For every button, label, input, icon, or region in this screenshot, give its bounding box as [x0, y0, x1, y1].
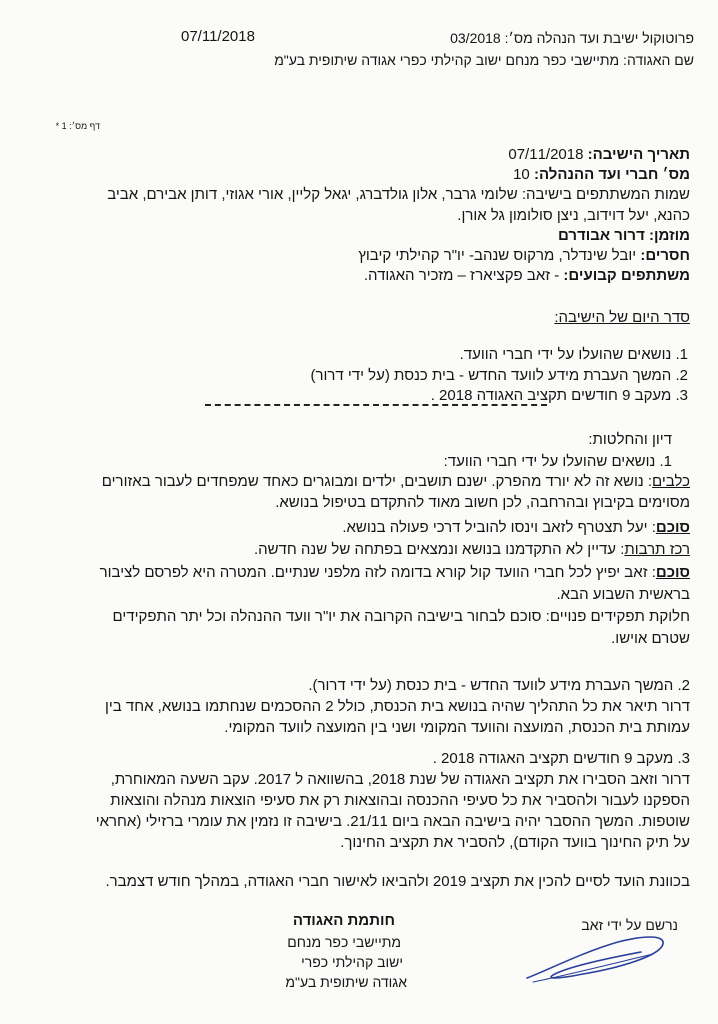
page-marker: דף מס׳: 1 *: [55, 121, 100, 131]
summary-2-line-1: [100, 564, 690, 581]
discussion-item-3-heading: 3. מעקב 9 חודשים תקציב האגודה 2018 .: [432, 750, 690, 767]
permanent-label: משתתפים קבועים:: [559, 267, 690, 284]
summary-1-line: [342, 519, 690, 536]
invited-value: דרור אבודרם: [558, 227, 645, 244]
dogs-line-1: [102, 473, 690, 490]
stamp-line-2: ישוב קהילתי כפרי: [301, 954, 403, 970]
participants-line-1: [107, 186, 690, 203]
item-2-line-2: עמותת בית הכנסת, המועצה והוועד המקומי ושני בין המועצה לוועד המקומי.: [224, 719, 690, 736]
protocol-number: 03/2018: [450, 30, 501, 46]
signature: [523, 930, 673, 990]
summary-2-text: : זאב יפיץ לכל חברי הוועד קול קורא בדומה לזה מלפני שנתיים. המטרה היא לפרסם לציבור: [99, 564, 656, 581]
dogs-text: : נושא זה לא יורד מהפרק. ישנם תושבים, ילדים ומבוגרים כאחד שמפחדים לעבור באזורים: [101, 473, 653, 490]
permanent-line: [364, 267, 690, 284]
header-date: 07/11/2018: [181, 28, 255, 45]
closing-statement: בכוונת הועד לסיים להכין את תקציב 2019 ולהביאו לאישור חברי האגודה, במהלך חודש דצמבר.: [105, 873, 690, 890]
agenda-item-2: 2. המשך העברת מידע לוועד החדש - בית כנסת (על ידי דרור): [310, 367, 688, 384]
participants-label: שמות המשתתפים בישיבה:: [517, 186, 690, 203]
discussion-item-1-heading: 1. נושאים שהועלו על ידי חברי הוועד:: [443, 453, 672, 470]
stamp-line-1: מתיישבי כפר מנחם: [287, 934, 401, 950]
agenda-item-3: 3. מעקב 9 חודשים תקציב האגודה 2018 .: [430, 387, 688, 404]
invited-label: מוזמן:: [644, 227, 690, 244]
members-count: [513, 166, 690, 183]
agenda-item-1: 1. נושאים שהועלו על ידי חברי הוועד.: [459, 346, 688, 363]
permanent-value: - זאב פקציארז – מזכיר האגודה.: [363, 267, 560, 284]
association-name: שם האגודה: מתיישבי כפר מנחם ישוב קהילתי כפרי אגודה שיתופית בע"מ: [274, 52, 694, 68]
members-count-value: 10: [513, 166, 530, 183]
participants-line-2: כהנא, יעל דוידוב, ניצן סולומון גל אורן.: [457, 207, 690, 224]
item-2-line-1: דרור תיאר את כל התהליך שהיה בנושא בית הכנסת, כולל 2 ההסכמים שנחתמו בנושא, אחד בין: [104, 698, 690, 715]
protocol-title: [450, 30, 694, 46]
discussion-title: דיון והחלטות:: [588, 431, 672, 448]
participants-names: שלומי גרבר, אלון גולדברג, יגאל קליין, אורי אגוזי, דותן אבירם, אביב: [107, 186, 518, 203]
culture-text: : עדיין לא התקדמנו בנושא ונמצאים בפתחה של שנה חדשה.: [253, 541, 625, 558]
absent-label: חסרים:: [636, 247, 690, 264]
members-count-label: מס׳ חברי ועד ההנהלה:: [529, 166, 690, 183]
dogs-label: כלבים: [652, 473, 690, 490]
summary-2-label: סוכם: [655, 564, 690, 581]
agenda-title: סדר היום של הישיבה:: [554, 309, 690, 326]
culture-line: [254, 541, 690, 558]
absent-value: יובל שינדלר, מרקוס שנהב- יו"ר קהילתי קיבוץ: [358, 247, 637, 264]
roles-line-1: חלוקת תפקידים פנויים: סוכם לבחור בישיבה הקרובה את יו"ר וועד ההנהלה וכל יתר התפקידים: [112, 608, 690, 625]
meeting-date: [508, 146, 690, 163]
recorded-by: נרשם על ידי זאב: [581, 917, 678, 933]
roles-line-2: שטרם אוישו.: [611, 630, 690, 647]
item-3-line-3: שוטפות. המשך ההסבר יהיה בישיבה הבאה ביום 21/11. בישיבה זו נזמין את עומרי ברזילי (אחראי: [95, 813, 690, 830]
summary-2-line-2: בראשית השבוע הבא.: [556, 586, 690, 603]
item-3-line-2: הספקנו לעבור ולהסביר את כל סעיפי ההכנסה ובהוצאות רק את סעיפי הוצאות מנהלה והוצאות: [110, 792, 690, 809]
stamp-title: חותמת האגודה: [292, 912, 395, 929]
invited-line: [558, 227, 690, 244]
protocol-prefix: פרוטוקול ישיבת ועד הנהלה מס׳:: [500, 30, 694, 46]
absent-line: [358, 247, 690, 264]
meeting-date-label: תאריך הישיבה:: [583, 146, 690, 163]
item-3-line-4: על תיק החינוך בוועד הקודם), להסביר את תקציב החינוך.: [340, 834, 690, 851]
summary-1-label: סוכם: [655, 519, 690, 536]
summary-1-text: : יעל תצטרף לזאב וינסו להוביל דרכי פעולה בנושא.: [342, 519, 656, 536]
discussion-item-2-heading: 2. המשך העברת מידע לוועד החדש - בית כנסת (על ידי דרור).: [308, 677, 690, 694]
stamp-line-3: אגודה שיתופית בע"מ: [285, 974, 407, 990]
item-3-line-1: דרור וזאב הסבירו את תקציב האגודה של שנת 2018, בהשוואה ל 2017. עקב השעה המאוחרת,: [110, 771, 690, 788]
dogs-line-2: מסוימים בקיבוץ ובהרחבה, לכן חשוב מאוד להתקדם בטיפול בנושא.: [275, 494, 690, 511]
dashed-separator: [205, 404, 547, 406]
culture-label: רכז תרבות: [624, 541, 690, 558]
meeting-date-value: 07/11/2018: [508, 146, 584, 163]
